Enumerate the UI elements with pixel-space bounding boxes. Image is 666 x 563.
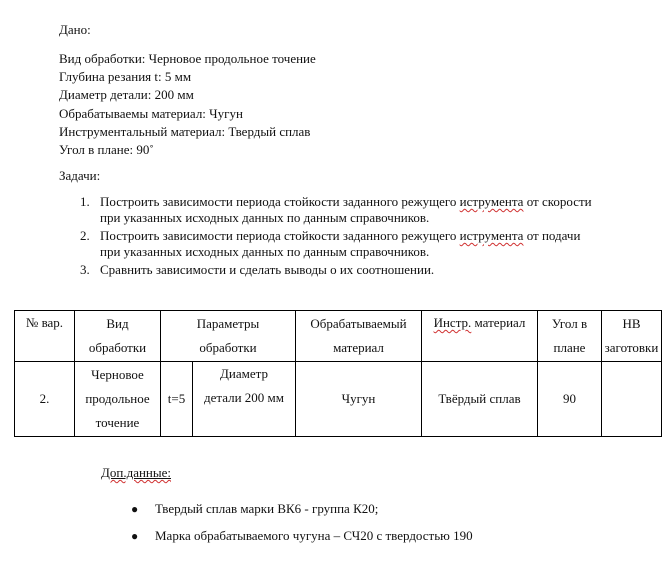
list-item: ● Твердый сплав марки ВК6 - группа К20; [131, 501, 379, 516]
cell-processing-type: Черновое продольное точение [75, 362, 161, 437]
header-tool-material: Инстр. материал [422, 311, 538, 362]
task-number: 1. [80, 194, 90, 209]
tasks-title: Задачи: [59, 168, 101, 183]
table-row [15, 362, 662, 437]
parameters-table [14, 310, 662, 437]
cell-plan-angle: 90 [538, 362, 602, 437]
given-line-cutting-depth: Глубина резания t: 5 мм [59, 69, 192, 85]
task-number: 2. [80, 228, 90, 243]
cell-hb [602, 362, 662, 437]
list-item: ● Марка обрабатываемого чугуна – СЧ20 с твердостью 190 [131, 528, 473, 543]
extra-data-title: Доп.данные: [101, 465, 171, 480]
task-number: 3. [80, 262, 90, 277]
cell-cutting-depth: t=5 [161, 362, 193, 437]
cell-work-material: Чугун [296, 362, 422, 437]
task-text-rest: от подачи при указанных исходных данных по данным справочников. [100, 228, 581, 259]
given-block [59, 51, 316, 160]
task-text: Сравнить зависимости и сделать выводы о их соотношении. [100, 262, 435, 277]
given-line-plan-angle: Угол в плане: 90˚ [59, 141, 154, 157]
given-line-tool-material: Инструментальный материал: Твердый сплав [59, 123, 311, 139]
task-item [80, 262, 600, 278]
given-line-part-diameter: Диаметр детали: 200 мм [59, 87, 194, 103]
task-text: Построить зависимости периода стойкости заданного режущего [100, 194, 460, 209]
given-line-work-material: Обрабатываемы материал: Чугун [59, 105, 243, 121]
task-text-rest: от скорости при указанных исходных данных по данным справочников. [100, 194, 592, 225]
given-line-processing-type: Вид обработки: Черновое продольное точение [59, 51, 316, 66]
table-header-row [15, 311, 662, 362]
bullet-icon: ● [131, 502, 139, 516]
tasks-list [80, 194, 600, 280]
header-hb: НВ заготовки [602, 311, 662, 362]
bullet-icon: ● [131, 529, 139, 543]
header-variant: № вар. [15, 311, 75, 362]
header-plan-angle: Угол в плане [538, 311, 602, 362]
task-item [80, 228, 600, 260]
header-work-material: Обрабатываемый материал [296, 311, 422, 362]
cell-variant: 2. [15, 362, 75, 437]
cell-part-diameter: Диаметр детали 200 мм [193, 362, 296, 437]
given-title: Дано: [59, 22, 91, 37]
extra-data-list [131, 501, 473, 555]
misspelled-word: иструмента [459, 194, 524, 209]
header-processing-type: Вид обработки [75, 311, 161, 362]
header-processing-params: Параметры обработки [161, 311, 296, 362]
task-item [80, 194, 600, 226]
cell-tool-material: Твёрдый сплав [422, 362, 538, 437]
misspelled-word: иструмента [459, 228, 524, 243]
task-text: Построить зависимости периода стойкости заданного режущего [100, 228, 460, 243]
